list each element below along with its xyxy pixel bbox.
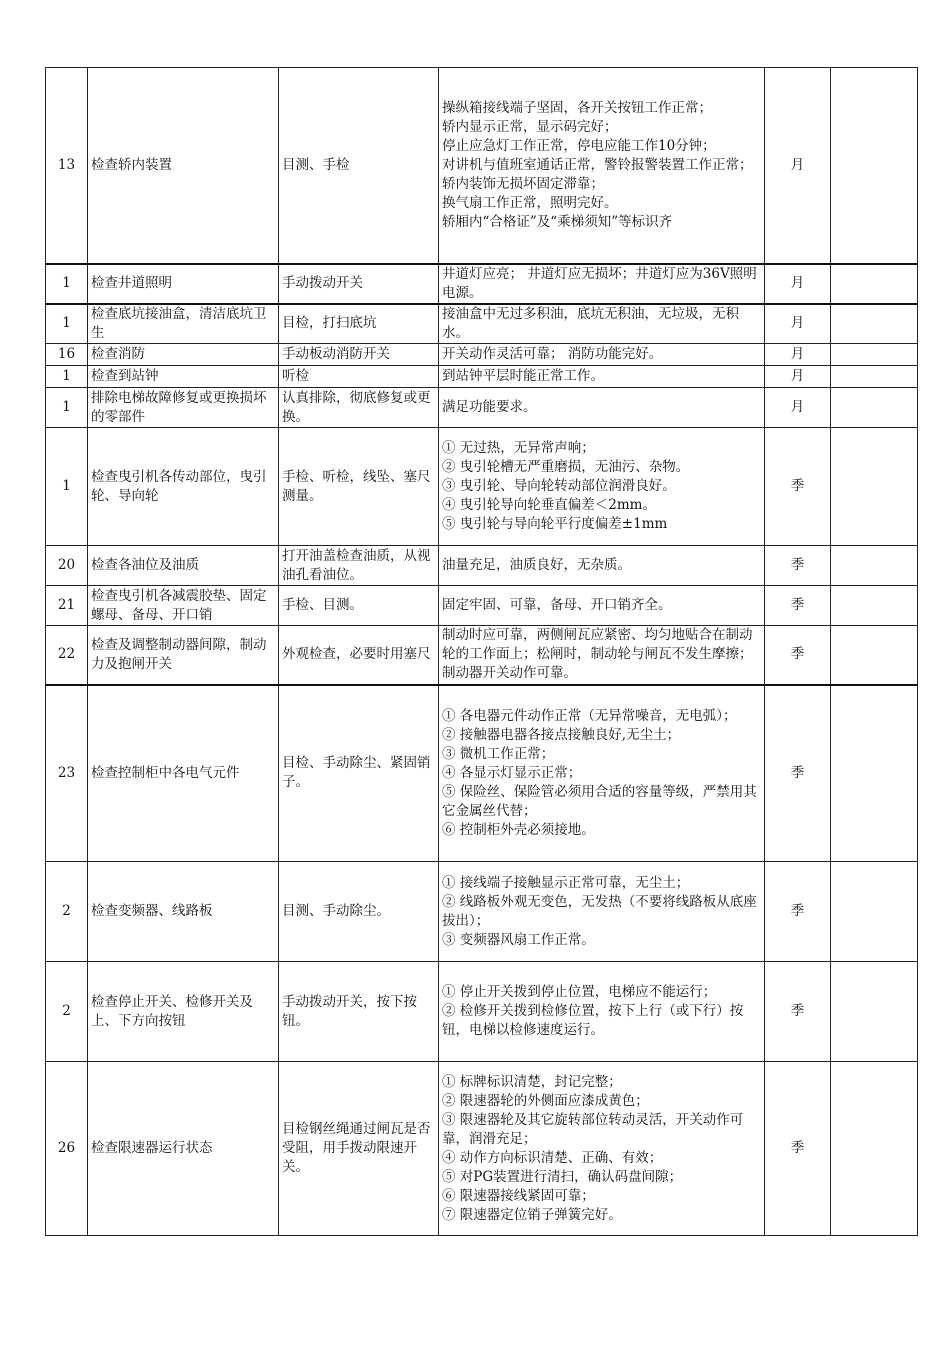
check-item: 检查底坑接油盒，清洁底坑卫生 bbox=[88, 304, 279, 344]
check-item: 排除电梯故障修复或更换损坏的零部件 bbox=[88, 388, 279, 428]
check-requirement: 制动时应可靠，两侧闸瓦应紧密、均匀地贴合在制动轮的工作面上；松闸时，制动轮与闸瓦不发生摩擦；制动器开关动作可靠。 bbox=[439, 626, 765, 685]
table-row bbox=[46, 685, 918, 862]
check-cycle: 季 bbox=[765, 428, 831, 546]
check-requirement: ① 停止开关拨到停止位置，电梯应不能运行； ② 检修开关拨到检修位置，按下上行（或下行）按钮，电梯以检修速度运行。 bbox=[439, 962, 765, 1062]
row-number: 13 bbox=[46, 68, 88, 264]
check-item: 检查轿内装置 bbox=[88, 68, 279, 264]
row-number: 20 bbox=[46, 546, 88, 586]
record-cell bbox=[831, 366, 918, 388]
row-number: 21 bbox=[46, 586, 88, 626]
record-cell bbox=[831, 626, 918, 685]
check-cycle: 月 bbox=[765, 264, 831, 304]
check-requirement: 油量充足，油质良好，无杂质。 bbox=[439, 546, 765, 586]
check-item: 检查曳引机各传动部位，曳引轮、导向轮 bbox=[88, 428, 279, 546]
check-cycle: 季 bbox=[765, 626, 831, 685]
check-method: 手动拨动开关 bbox=[279, 264, 439, 304]
check-requirement: 满足功能要求。 bbox=[439, 388, 765, 428]
check-requirement: 固定牢固、可靠，备母、开口销齐全。 bbox=[439, 586, 765, 626]
check-item: 检查控制柜中各电气元件 bbox=[88, 685, 279, 862]
check-cycle: 季 bbox=[765, 685, 831, 862]
check-cycle: 月 bbox=[765, 344, 831, 366]
record-cell bbox=[831, 264, 918, 304]
check-cycle: 季 bbox=[765, 1062, 831, 1236]
table-row bbox=[46, 264, 918, 304]
check-method: 目测、手动除尘。 bbox=[279, 862, 439, 962]
row-number: 1 bbox=[46, 264, 88, 304]
check-method: 认真排除，彻底修复或更换。 bbox=[279, 388, 439, 428]
check-cycle: 月 bbox=[765, 388, 831, 428]
maintenance-table bbox=[45, 67, 918, 1236]
record-cell bbox=[831, 428, 918, 546]
table-row bbox=[46, 1062, 918, 1236]
row-number: 1 bbox=[46, 304, 88, 344]
table-row bbox=[46, 68, 918, 264]
table-row bbox=[46, 304, 918, 344]
check-item: 检查井道照明 bbox=[88, 264, 279, 304]
table-row bbox=[46, 366, 918, 388]
row-number: 1 bbox=[46, 388, 88, 428]
check-item: 检查及调整制动器间隙，制动力及抱闸开关 bbox=[88, 626, 279, 685]
table-row bbox=[46, 546, 918, 586]
table-row bbox=[46, 626, 918, 685]
check-requirement: 接油盒中无过多积油，底坑无积油，无垃圾，无积水。 bbox=[439, 304, 765, 344]
record-cell bbox=[831, 344, 918, 366]
check-item: 检查限速器运行状态 bbox=[88, 1062, 279, 1236]
check-item: 检查到站钟 bbox=[88, 366, 279, 388]
row-number: 16 bbox=[46, 344, 88, 366]
check-method: 目检钢丝绳通过闸瓦是否受阻，用手拨动限速开关。 bbox=[279, 1062, 439, 1236]
check-cycle: 月 bbox=[765, 366, 831, 388]
check-requirement: 井道灯应亮； 井道灯应无损坏；井道灯应为36V照明电源。 bbox=[439, 264, 765, 304]
check-requirement: ① 无过热，无异常声响； ② 曳引轮槽无严重磨损，无油污、杂物。 ③ 曳引轮、导向轮转动部位润滑良好。 ④ 曳引轮导向轮垂直偏差＜2mm。 ⑤ 曳引轮与导向轮平行度偏差±1mm bbox=[439, 428, 765, 546]
row-number: 23 bbox=[46, 685, 88, 862]
row-number: 1 bbox=[46, 428, 88, 546]
record-cell bbox=[831, 862, 918, 962]
check-item: 检查变频器、线路板 bbox=[88, 862, 279, 962]
check-method: 目检，打扫底坑 bbox=[279, 304, 439, 344]
row-number: 1 bbox=[46, 366, 88, 388]
row-number: 26 bbox=[46, 1062, 88, 1236]
record-cell bbox=[831, 68, 918, 264]
check-method: 手动拨动开关，按下按钮。 bbox=[279, 962, 439, 1062]
record-cell bbox=[831, 388, 918, 428]
check-item: 检查消防 bbox=[88, 344, 279, 366]
table-row bbox=[46, 962, 918, 1062]
record-cell bbox=[831, 1062, 918, 1236]
table-row bbox=[46, 586, 918, 626]
check-cycle: 月 bbox=[765, 304, 831, 344]
table-row bbox=[46, 428, 918, 546]
check-cycle: 季 bbox=[765, 586, 831, 626]
check-cycle: 月 bbox=[765, 68, 831, 264]
table-row bbox=[46, 862, 918, 962]
record-cell bbox=[831, 546, 918, 586]
row-number: 2 bbox=[46, 862, 88, 962]
check-method: 手检、目测。 bbox=[279, 586, 439, 626]
check-requirement: ① 各电器元件动作正常（无异常噪音，无电弧）； ② 接触器电器各接点接触良好,无尘土； ③ 微机工作正常； ④ 各显示灯显示正常； ⑤ 保险丝、保险管必须用合适的容量等级，严禁用其它金属丝代替； ⑥ 控制柜外壳必须接地。 bbox=[439, 685, 765, 862]
record-cell bbox=[831, 962, 918, 1062]
check-requirement: 操纵箱接线端子坚固，各开关按钮工作正常； 轿内显示正常，显示码完好； 停止应急灯工作正常，停电应能工作10分钟； 对讲机与值班室通话正常，警铃报警装置工作正常； 轿内装饰无损坏固定滞靠； 换气扇工作正常，照明完好。 轿厢内“合格证”及“乘梯须知”等标识齐 bbox=[439, 68, 765, 264]
record-cell bbox=[831, 304, 918, 344]
check-method: 手检、听检，线坠、塞尺测量。 bbox=[279, 428, 439, 546]
check-requirement: 到站钟平层时能正常工作。 bbox=[439, 366, 765, 388]
check-item: 检查各油位及油质 bbox=[88, 546, 279, 586]
check-item: 检查曳引机各减震胶垫、固定螺母、备母、开口销 bbox=[88, 586, 279, 626]
check-method: 打开油盖检查油质，从视油孔看油位。 bbox=[279, 546, 439, 586]
check-method: 手动板动消防开关 bbox=[279, 344, 439, 366]
check-requirement: ① 接线端子接触显示正常可靠，无尘土； ② 线路板外观无变色，无发热（不要将线路板从底座拔出）； ③ 变频器风扇工作正常。 bbox=[439, 862, 765, 962]
check-cycle: 季 bbox=[765, 546, 831, 586]
check-method: 目检、手动除尘、紧固销子。 bbox=[279, 685, 439, 862]
row-number: 22 bbox=[46, 626, 88, 685]
record-cell bbox=[831, 685, 918, 862]
check-item: 检查停止开关、检修开关及上、下方向按钮 bbox=[88, 962, 279, 1062]
check-requirement: 开关动作灵活可靠； 消防功能完好。 bbox=[439, 344, 765, 366]
table-row bbox=[46, 388, 918, 428]
check-requirement: ① 标牌标识清楚，封记完整； ② 限速器轮的外侧面应漆成黄色； ③ 限速器轮及其它旋转部位转动灵活，开关动作可靠，润滑充足； ④ 动作方向标识清楚、正确、有效； ⑤ 对PG装置进行清扫，确认码盘间隙； ⑥ 限速器接线紧固可靠； ⑦ 限速器定位销子弹簧完好。 bbox=[439, 1062, 765, 1236]
table-row bbox=[46, 344, 918, 366]
check-cycle: 季 bbox=[765, 862, 831, 962]
record-cell bbox=[831, 586, 918, 626]
check-method: 外观检查，必要时用塞尺 bbox=[279, 626, 439, 685]
check-method: 目测、手检 bbox=[279, 68, 439, 264]
check-method: 听检 bbox=[279, 366, 439, 388]
check-cycle: 季 bbox=[765, 962, 831, 1062]
row-number: 2 bbox=[46, 962, 88, 1062]
